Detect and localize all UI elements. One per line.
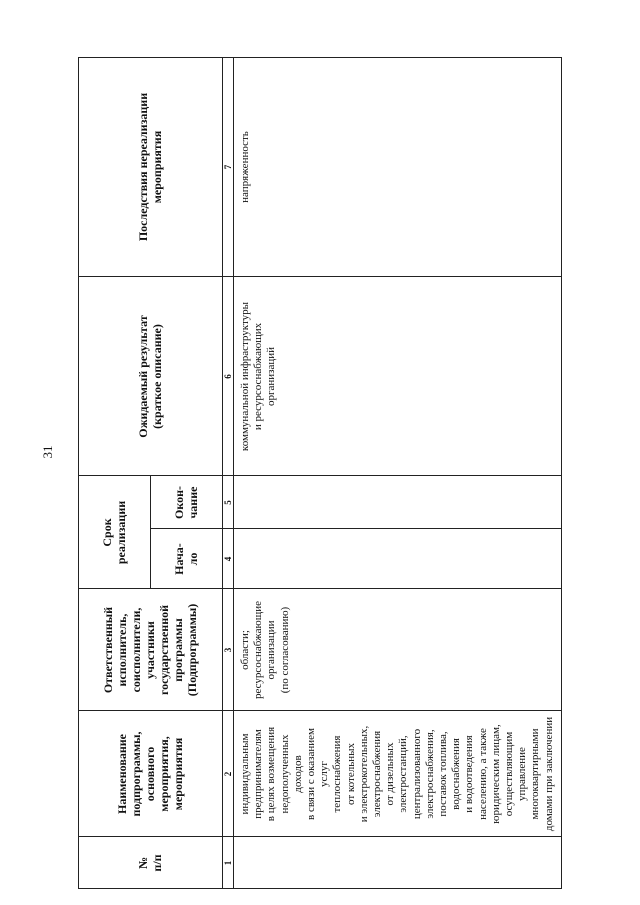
row-responsible-cell — [233, 589, 561, 711]
header-number-label: № п/п — [136, 854, 164, 872]
column-number-7: 7 — [222, 164, 233, 170]
column-number-2: 2 — [222, 771, 233, 777]
row-consequences-cell — [233, 57, 561, 277]
header-result — [78, 277, 222, 476]
column-number-5: 5 — [222, 500, 233, 505]
header-number — [78, 837, 222, 889]
page-number: 31 — [40, 445, 55, 459]
header-end — [150, 476, 222, 529]
row-consequences-text: напряженность — [239, 131, 251, 203]
header-responsible-label: Ответственный исполнитель, соисполнители, участники государственной программы (Подпрограммы) — [101, 603, 199, 697]
row-responsible-text: области; ресурсоснабжающие организации (по согласованию) — [239, 601, 291, 699]
column-number-6: 6 — [222, 374, 233, 379]
header-result-label: Ожидаемый результат (краткое описание) — [136, 315, 164, 438]
header-consequences-label: Последствия нереализации мероприятия — [136, 92, 164, 242]
data-table — [78, 57, 562, 889]
header-start — [150, 529, 222, 589]
row-result-text: коммунальной инфраструктуры и ресурсоснабжающих организаций — [239, 301, 278, 452]
row-name-text: индивидуальным предпринимателям в целях возмещения недополученных доходов в связи с оказанием услуг теплоснабжения от котельных и электрокотельных, электроснабжения от дизельных электростанций, централизованного электроснабжения, поставок топлива, водоснабжения и водоотведения населению, а также юридическим лицам, осуществляющим управление многоквартирными домами при заключении — [239, 716, 555, 832]
header-term-label: Срок реализации — [100, 500, 128, 565]
header-term — [78, 476, 150, 589]
header-end-label: Окон- чание — [172, 486, 200, 519]
header-start-label: Нача- ло — [172, 543, 200, 575]
header-name-label: Наименование подпрограммы, основного мероприятия, мероприятия — [115, 731, 185, 817]
header-name — [78, 711, 222, 837]
header-responsible — [78, 589, 222, 711]
header-consequences — [78, 57, 222, 277]
column-number-4: 4 — [222, 556, 233, 562]
row-number-cell — [233, 837, 561, 889]
row-result-cell — [233, 277, 561, 476]
column-number-3: 3 — [222, 647, 233, 653]
column-number-1: 1 — [222, 860, 233, 866]
row-name-cell — [233, 711, 561, 837]
row-start-cell — [233, 529, 561, 589]
row-end-cell — [233, 476, 561, 529]
